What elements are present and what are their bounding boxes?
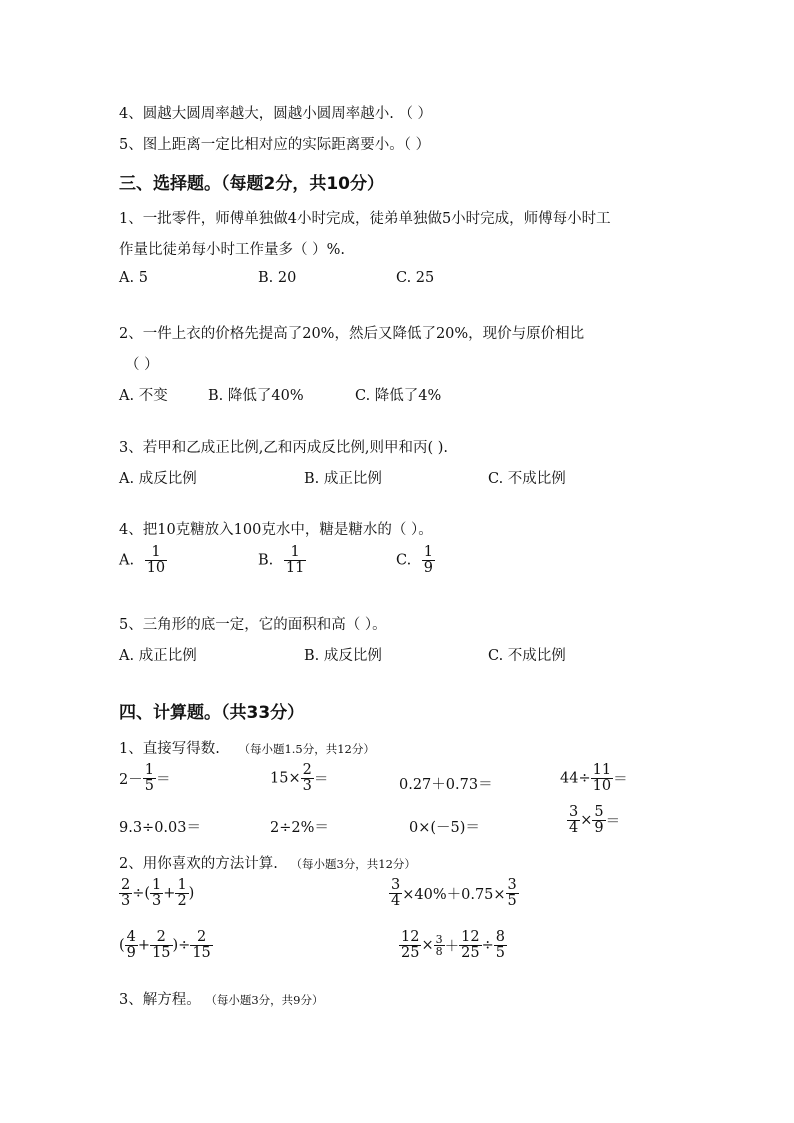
calc-1: $\frac{2}{3}$ ÷( $\frac{1}{3}$ + $\frac{1}{2}$ ) (121, 877, 195, 910)
s3-q3-option-b: B. 成正比例 (304, 471, 382, 487)
s3-q4-option-a (119, 545, 167, 576)
expr-2: 15× $\frac{2}{3}$ ＝ (270, 762, 329, 795)
section4-title: 四、计算题。（共33分） (119, 703, 305, 723)
option-label: A. (119, 552, 135, 569)
s4-p1-title (119, 737, 375, 758)
s3-q4-option-b (258, 545, 306, 576)
part-note: （每小题3分，共9分） (205, 993, 324, 1007)
judge-q5: 5、图上距离一定比相对应的实际距离要小。（ ） (119, 137, 431, 153)
expr-4: 44÷ $\frac{11}{10}$ ＝ (560, 762, 628, 795)
s3-q2-option-c: C. 降低了4% (355, 388, 442, 404)
expr-8: $\frac{3}{4}$ × $\frac{5}{9}$ ＝ (569, 804, 621, 837)
part-note: （每小题3分，共12分） (290, 857, 416, 871)
expr-6: 2÷2%＝ (270, 820, 329, 836)
s3-q3-line1: 3、若甲和乙成正比例,乙和丙成反比例,则甲和丙( ). (119, 440, 448, 456)
section3-title: 三、选择题。（每题2分，共10分） (119, 174, 384, 194)
judge-q4: 4、圆越大圆周率越大，圆越小圆周率越小. （ ） (119, 106, 433, 122)
calc-3: ( $\frac{4}{9}$ + $\frac{2}{15}$ )÷ $\frac{2}{15}$ (119, 929, 211, 962)
option-label: B. (258, 552, 274, 569)
calc-4: $\frac{12}{25}$ × $\frac{3}{8}$ ＋ $\frac{12}{25}$ ÷ $\frac{8}{5}$ (401, 929, 505, 962)
s3-q1-line1: 1、一批零件，师傅单独做4小时完成，徒弟单独做5小时完成，师傅每小时工 (119, 211, 611, 227)
expr-7: 0×(－5)＝ (409, 820, 480, 836)
s3-q2-option-b: B. 降低了40% (208, 388, 304, 404)
expr-1: 2－ $\frac{1}{5}$ ＝ (119, 762, 171, 795)
calc-2: $\frac{3}{4}$ ×40%＋0.75× $\frac{3}{5}$ (391, 877, 517, 910)
expr-5: 9.3÷0.03＝ (119, 820, 201, 836)
fraction: $\frac{1}{10}$ (146, 544, 166, 577)
s4-p2-title (119, 852, 416, 873)
s3-q3-option-a: A. 成反比例 (119, 471, 197, 487)
s3-q5-option-c: C. 不成比例 (488, 648, 566, 664)
s3-q1-option-b: B. 20 (258, 270, 297, 286)
s3-q2-line2: （ ） (125, 357, 159, 373)
s3-q4-option-c (396, 545, 435, 576)
fraction: $\frac{1}{9}$ (423, 544, 434, 577)
part-title: 1、直接写得数. (119, 741, 220, 757)
s3-q2-line1: 2、一件上衣的价格先提高了20%，然后又降低了20%，现价与原价相比 (119, 326, 585, 342)
expr-3: 0.27＋0.73＝ (399, 777, 493, 793)
s3-q1-line2: 作量比徒弟每小时工作量多（ ）%. (119, 242, 345, 258)
s3-q1-option-c: C. 25 (396, 270, 435, 286)
s3-q5-option-b: B. 成反比例 (304, 648, 382, 664)
part-title: 3、解方程。 (119, 992, 201, 1008)
s3-q3-option-c: C. 不成比例 (488, 471, 566, 487)
s3-q5-line1: 5、三角形的底一定，它的面积和高（ ）。 (119, 617, 387, 633)
part-title: 2、用你喜欢的方法计算. (119, 856, 278, 872)
s4-p3-title (119, 988, 323, 1009)
s3-q4-line1: 4、把10克糖放入100克水中，糖是糖水的（ ）。 (119, 522, 433, 538)
s3-q5-option-a: A. 成正比例 (119, 648, 197, 664)
option-label: C. (396, 552, 412, 569)
s3-q1-option-a: A. 5 (119, 270, 148, 286)
part-note: （每小题1.5分，共12分） (238, 742, 375, 756)
s3-q2-option-a: A. 不变 (119, 388, 168, 404)
fraction: $\frac{1}{11}$ (285, 544, 305, 577)
